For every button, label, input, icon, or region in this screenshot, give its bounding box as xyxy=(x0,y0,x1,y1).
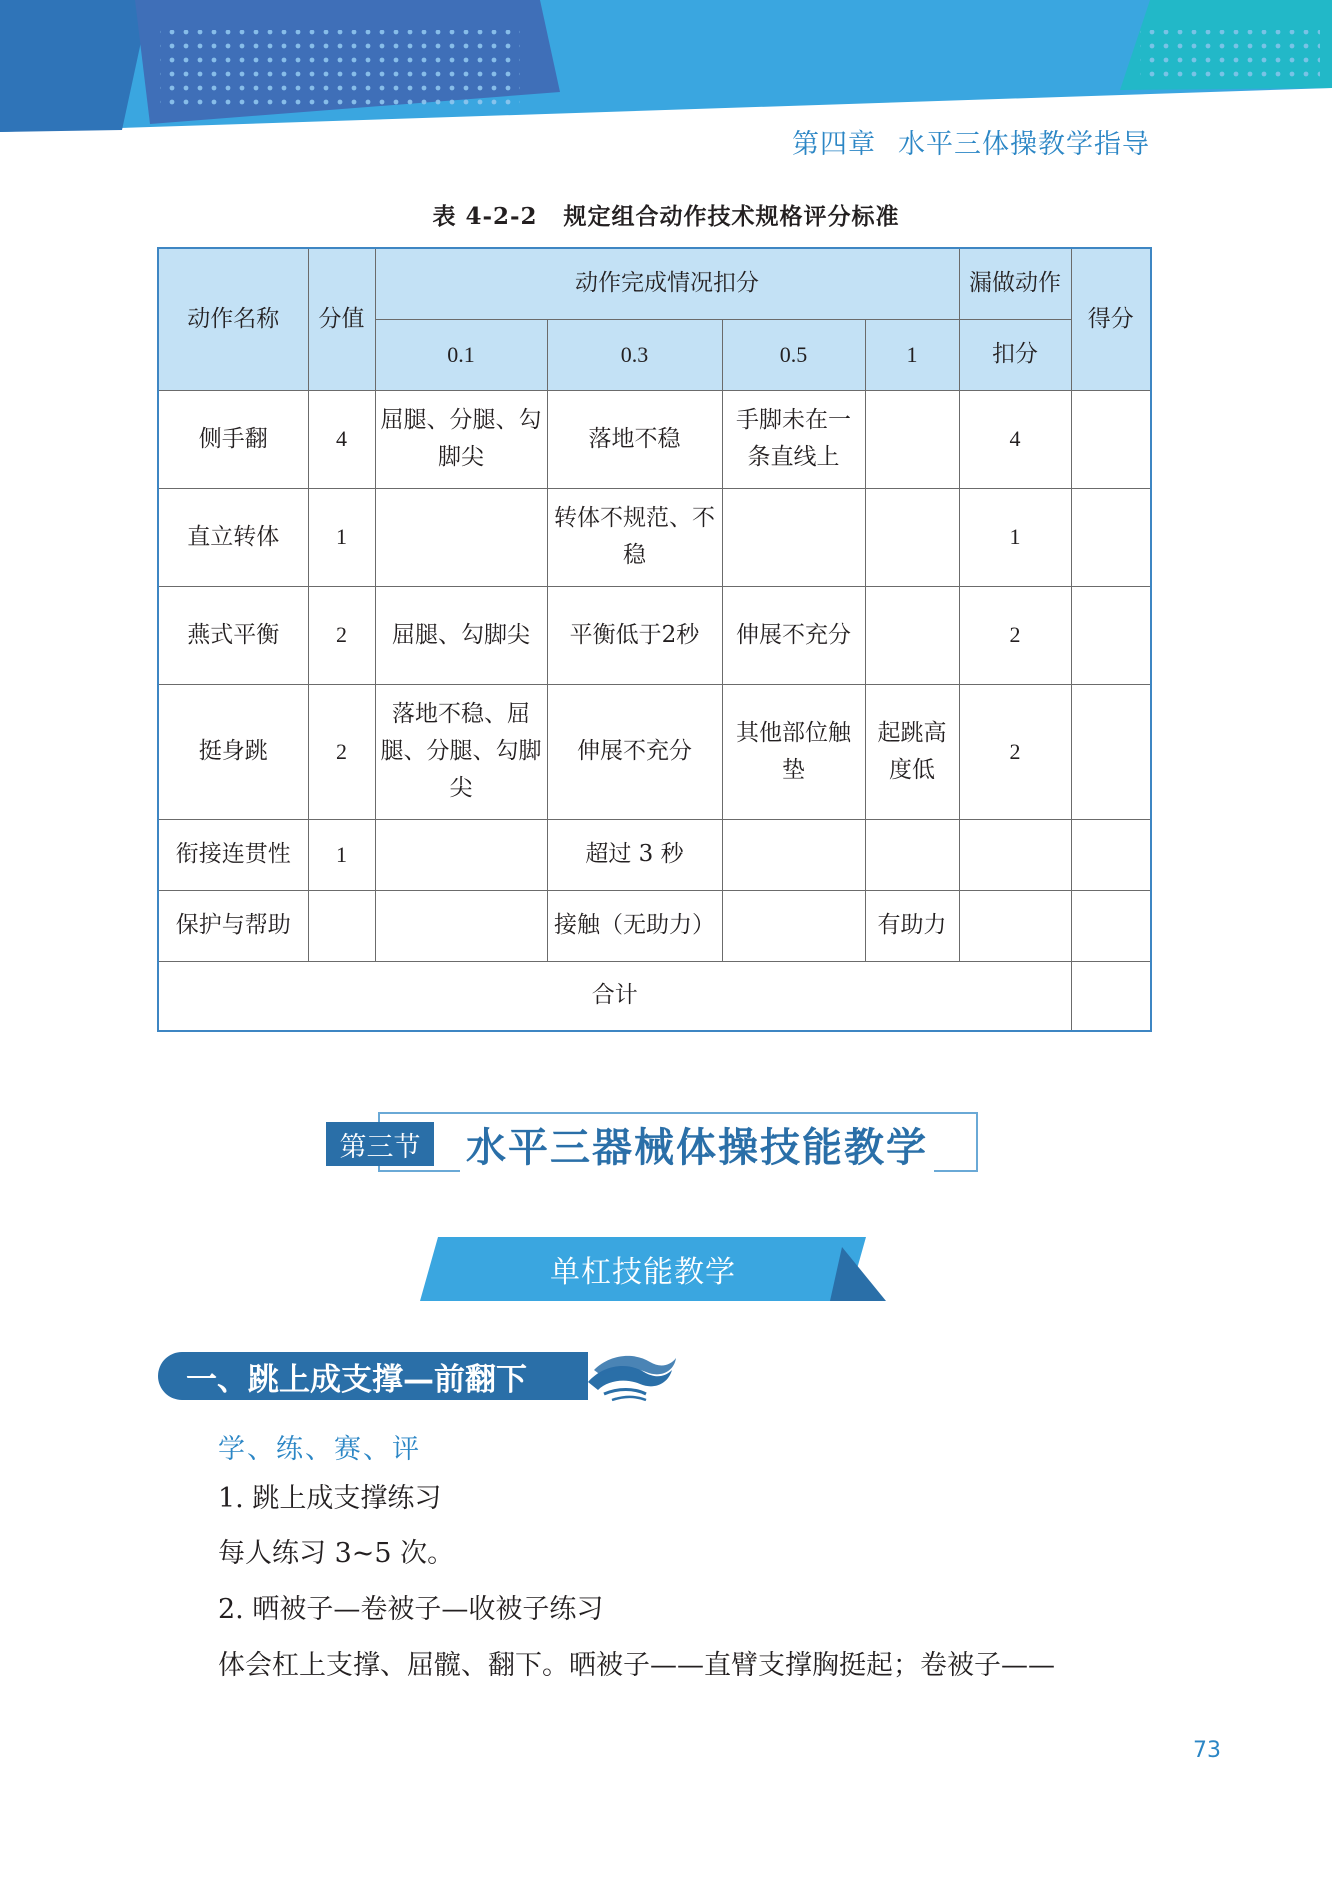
row-score xyxy=(1071,890,1151,961)
header-deduction-0.1: 0.1 xyxy=(375,319,547,390)
wave-decoration-icon xyxy=(584,1344,680,1406)
row-deduction-0.1 xyxy=(375,488,547,586)
row-deduction-0.5: 伸展不充分 xyxy=(722,586,865,684)
row-deduction-0.5: 手脚未在一条直线上 xyxy=(722,390,865,488)
row-score xyxy=(1071,488,1151,586)
row-deduction-0.5: 其他部位触垫 xyxy=(722,684,865,819)
chapter-title: 水平三体操教学指导 xyxy=(898,129,1150,160)
row-score xyxy=(1071,390,1151,488)
header-missed-deduction: 扣分 xyxy=(959,319,1071,390)
row-name: 直立转体 xyxy=(158,488,308,586)
row-deduction-1: 起跳高度低 xyxy=(865,684,959,819)
table-row xyxy=(158,586,1151,684)
row-missed: 4 xyxy=(959,390,1071,488)
row-value: 1 xyxy=(308,819,375,890)
row-score xyxy=(1071,684,1151,819)
table-caption-title: 规定组合动作技术规格评分标准 xyxy=(563,203,900,230)
row-value: 2 xyxy=(308,684,375,819)
lesson-heading: 一、跳上成支撑—前翻下 xyxy=(186,1361,527,1398)
practice-line-4: 体会杠上支撑、屈髋、翻下。晒被子——直臂支撑胸挺起；卷被子—— xyxy=(218,1650,1055,1681)
section-badge xyxy=(326,1112,980,1174)
row-deduction-0.3: 伸展不充分 xyxy=(547,684,722,819)
row-missed: 2 xyxy=(959,684,1071,819)
row-score xyxy=(1071,819,1151,890)
row-deduction-0.1 xyxy=(375,819,547,890)
row-deduction-0.3: 接触（无助力） xyxy=(547,890,722,961)
row-name: 燕式平衡 xyxy=(158,586,308,684)
table-row xyxy=(158,390,1151,488)
row-value: 1 xyxy=(308,488,375,586)
table-total-row xyxy=(158,961,1151,1031)
header-completion-deduction: 动作完成情况扣分 xyxy=(375,248,959,319)
row-deduction-0.1 xyxy=(375,890,547,961)
total-label: 合计 xyxy=(158,961,1071,1031)
row-deduction-0.5 xyxy=(722,890,865,961)
header-deduction-0.3: 0.3 xyxy=(547,319,722,390)
row-deduction-0.1: 屈腿、勾脚尖 xyxy=(375,586,547,684)
row-name: 衔接连贯性 xyxy=(158,819,308,890)
section-tag: 第三节 xyxy=(326,1122,434,1166)
sub-banner-title: 单杠技能教学 xyxy=(550,1255,736,1290)
table-row xyxy=(158,684,1151,819)
header-missed-action: 漏做动作 xyxy=(959,248,1071,319)
practice-line-3: 2. 晒被子—卷被子—收被子练习 xyxy=(218,1594,604,1625)
header-action-name: 动作名称 xyxy=(158,248,308,390)
header-deduction-0.5: 0.5 xyxy=(722,319,865,390)
row-deduction-0.3: 转体不规范、不稳 xyxy=(547,488,722,586)
section-title: 水平三器械体操技能教学 xyxy=(460,1116,934,1173)
header-score-value: 分值 xyxy=(308,248,375,390)
row-deduction-1 xyxy=(865,586,959,684)
row-value: 2 xyxy=(308,586,375,684)
row-deduction-0.5 xyxy=(722,819,865,890)
practice-line-2: 每人练习 3~5 次。 xyxy=(218,1538,455,1569)
row-deduction-1 xyxy=(865,488,959,586)
row-deduction-0.3: 平衡低于2秒 xyxy=(547,586,722,684)
table-row xyxy=(158,819,1151,890)
top-banner xyxy=(0,0,1332,140)
row-missed: 2 xyxy=(959,586,1071,684)
row-deduction-0.1: 屈腿、分腿、勾脚尖 xyxy=(375,390,547,488)
row-score xyxy=(1071,586,1151,684)
table-caption-id: 表 4-2-2 xyxy=(432,203,538,230)
page-number: 73 xyxy=(1193,1738,1221,1763)
table-caption xyxy=(0,198,1332,231)
row-missed: 1 xyxy=(959,488,1071,586)
row-deduction-1 xyxy=(865,390,959,488)
chapter-number: 第四章 xyxy=(792,129,876,160)
row-deduction-1: 有助力 xyxy=(865,890,959,961)
table-row xyxy=(158,890,1151,961)
header-score: 得分 xyxy=(1071,248,1151,390)
row-missed xyxy=(959,890,1071,961)
row-deduction-0.5 xyxy=(722,488,865,586)
row-deduction-0.3: 落地不稳 xyxy=(547,390,722,488)
row-deduction-1 xyxy=(865,819,959,890)
row-name: 保护与帮助 xyxy=(158,890,308,961)
practice-title: 学、练、赛、评 xyxy=(218,1434,421,1465)
total-score xyxy=(1071,961,1151,1031)
row-deduction-0.1: 落地不稳、屈腿、分腿、勾脚尖 xyxy=(375,684,547,819)
row-name: 挺身跳 xyxy=(158,684,308,819)
header-deduction-1: 1 xyxy=(865,319,959,390)
row-value: 4 xyxy=(308,390,375,488)
chapter-header xyxy=(792,122,1150,161)
row-missed xyxy=(959,819,1071,890)
row-value xyxy=(308,890,375,961)
table-row xyxy=(158,488,1151,586)
row-deduction-0.3: 超过 3 秒 xyxy=(547,819,722,890)
row-name: 侧手翻 xyxy=(158,390,308,488)
scoring-table xyxy=(157,247,1152,1032)
practice-line-1: 1. 跳上成支撑练习 xyxy=(218,1483,442,1514)
